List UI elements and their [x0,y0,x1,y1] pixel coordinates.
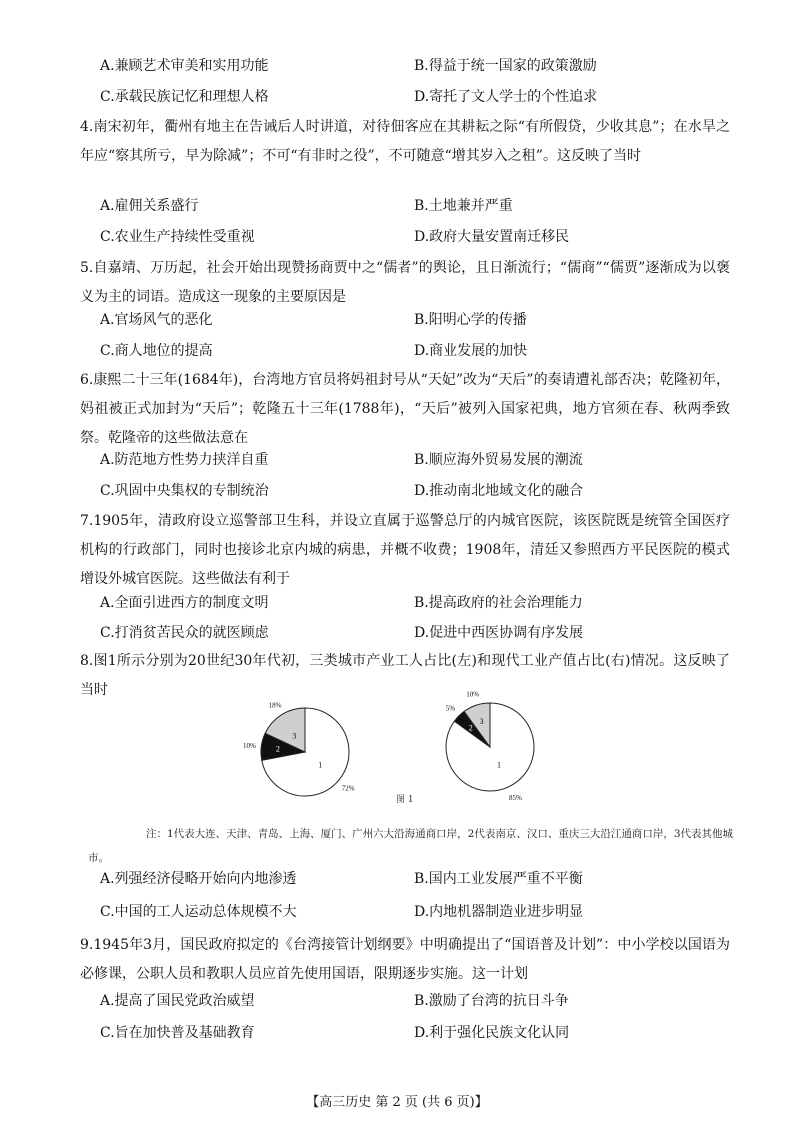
q8-stem: 8.图1所示分别为20世纪30年代初，三类城市产业工人占比(左)和现代工业产值占比(右)情况。这反映了当时 [80,653,730,698]
q8-option-row-1 [100,868,760,890]
page-footer: 【高三历史 第 2 页 (共 6 页)】 [306,1095,488,1110]
pie1-slice-label-1: 1 [318,760,323,770]
pie1-value-label-1: 72% [341,784,355,793]
q7-stem: 7.1905年，清政府设立巡警部卫生科，并设立直属于巡警总厅的内城官医院，该医院既是统管全国医疗机构的行政部门，同时也接诊北京内城的病患，并概不收费；1908年，清廷又参照西方平民医院的模式增设外城官医院。这些做法有利于 [80,513,730,587]
q6-option-a: A.防范地方性势力挟洋自重 [100,452,269,468]
q6-option-d: D.推动南北地域文化的融合 [414,483,584,499]
pie1-slice-label-3: 3 [292,731,297,741]
q8-option-c: C.中国的工人运动总体规模不大 [100,904,297,920]
q6-option-c: C.巩固中央集权的专制统治 [100,483,269,499]
q6-option-row-1 [100,449,760,471]
q5-stem: 5.自嘉靖、万历起，社会开始出现赞扬商贾中之“儒者”的舆论，且日渐流行；“儒商”“儒贾”逐渐成为以褒义为主的词语。造成这一现象的主要原因是 [80,260,730,305]
pie1-slice-label-2: 2 [275,744,280,754]
q5-option-a: A.官场风气的恶化 [100,312,213,328]
q5-option-row-1 [100,309,760,331]
q7-option-a: A.全面引进西方的制度文明 [100,595,269,611]
q8-option-a: A.列强经济侵略开始向内地渗透 [100,871,297,887]
q4-option-d: D.政府大量安置南迁移民 [414,229,570,245]
q7-option-d: D.促进中西医协调有序发展 [414,625,584,641]
q4-option-c: C.农业生产持续性受重视 [100,229,255,245]
q9-option-c: C.旨在加快普及基础教育 [100,1025,255,1041]
pie1-value-label-2: 10% [243,741,256,750]
q8-option-row-2 [100,901,760,923]
q3-option-b: B.得益于统一国家的政策激励 [414,58,597,74]
figure-caption: 图 1 [396,795,414,805]
q7-option-c: C.打消贫苦民众的就医顾虑 [100,625,269,641]
q5-option-c: C.商人地位的提高 [100,343,213,359]
q4-option-a: A.雇佣关系盛行 [100,198,199,214]
pie1-value-label-3: 18% [268,701,282,710]
q7-option-row-2 [100,622,760,644]
q7-option-b: B.提高政府的社会治理能力 [414,595,583,611]
q3-option-c: C.承载民族记忆和理想人格 [100,89,269,105]
q3-option-d: D.寄托了文人学士的个性追求 [414,89,598,105]
q9-option-d: D.利于强化民族文化认同 [414,1025,570,1041]
q9-option-row-2 [100,1022,760,1044]
pie2-slice-label-1: 1 [496,760,501,770]
q8-option-d: D.内地机器制造业进步明显 [414,904,584,920]
q8-option-b: B.国内工业发展严重不平衡 [414,871,583,887]
q6-option-b: B.顺应海外贸易发展的潮流 [414,452,583,468]
q9-option-row-1 [100,990,760,1012]
figure-note: 注：1代表大连、天津、青岛、上海、厦门、广州六大沿海通商口岸，2代表南京、汉口、重庆三大沿江通商口岸，3代表其他城市。 [88,828,734,864]
pie2-value-label-3: 10% [466,690,480,699]
q6-option-row-2 [100,480,760,502]
pie2-slice-label-2: 2 [468,723,473,733]
q7-option-row-1 [100,592,760,614]
q5-option-d: D.商业发展的加快 [414,343,528,359]
q3-option-row-1 [100,55,760,77]
pie2-slice-label-3: 3 [479,717,484,727]
q5-option-b: B.阳明心学的传播 [414,312,527,328]
q4-option-row-1 [100,195,760,217]
q3-option-a: A.兼顾艺术审美和实用功能 [100,58,269,74]
q9-stem: 9.1945年3月，国民政府拟定的《台湾接管计划纲要》中明确提出了“国语普及计划”：中小学校以国语为必修课，公职人员和教职人员应首先使用国语，限期逐步实施。这一计划 [80,937,730,982]
pie2-value-label-1: 85% [509,793,522,802]
q3-option-row-2 [100,86,760,108]
q6-stem: 6.康熙二十三年(1684年)，台湾地方官员将妈祖封号从“天妃”改为“天后”的奏请遭礼部否决；乾隆初年，妈祖被正式加封为“天后”；乾隆五十三年(1788年)，“天后”被列入国家祀典，地方官须在春、秋两季致祭。乾隆帝的这些做法意在 [80,372,730,446]
q4-stem: 4.南宋初年，衢州有地主在告诫后人时讲道，对待佃客应在其耕耘之际“有所假贷，少收其息”；在水旱之年应“察其所亏，早为除减”；不可“有非时之役”，不可随意“增其岁入之租”。这反映了当时 [80,119,730,164]
q9-option-b: B.激励了台湾的抗日斗争 [414,993,569,1009]
q9-option-a: A.提高了国民党政治威望 [100,993,255,1009]
q4-option-row-2 [100,226,760,248]
pie2-value-label-2: 5% [445,704,456,713]
q5-option-row-2 [100,340,760,362]
q4-option-b: B.土地兼并严重 [414,198,513,214]
